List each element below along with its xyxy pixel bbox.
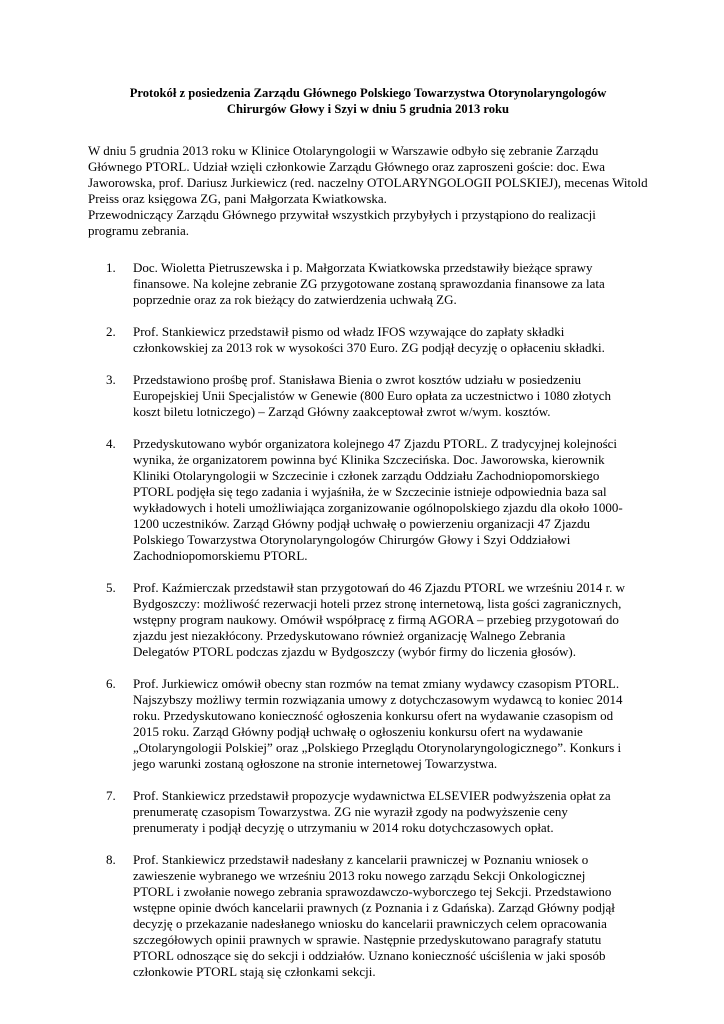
agenda-item-text-line: Prof. Kaźmierczak przedstawił stan przygotowań do 46 Zjazdu PTORL we wrześniu 2014 r. w (133, 580, 626, 595)
agenda-item-text-line: prenumeratę czasopism Towarzystwa. ZG nie wyraził zgody na podwyższenie ceny (133, 804, 568, 819)
agenda-item-text-line: PTORL podjęła się tego zadania i wyjaśniła, że w Szczecinie istnieje odpowiednia baza sal (133, 484, 607, 499)
agenda-item-text-line: wykładowych i hoteli umożliwiająca zorganizowanie ogólnopolskiego zjazdu dla około 1000- (133, 500, 623, 515)
agenda-item-text-line: członkowie PTORL stają się członkami sekcji. (133, 964, 376, 979)
title-line-1: Protokół z posiedzenia Zarządu Głównego Polskiego Towarzystwa Otorynolaryngologów (129, 86, 607, 100)
agenda-item-5 (88, 580, 648, 660)
agenda-item-text-line: Prof. Stankiewicz przedstawił pismo od władz IFOS wzywające do zapłaty składki (133, 324, 565, 339)
document-page (88, 85, 648, 996)
agenda-list (88, 260, 648, 980)
agenda-item-text-line: 1200 uczestników. Zarząd Główny podjął uchwałę o powierzeniu organizacji 47 Zjazdu (133, 516, 591, 531)
agenda-item-text-line: wynika, że organizatorem powinna być Klinika Szczecińska. Doc. Jaworowska, kierownik (133, 452, 605, 467)
agenda-item-text-line: 2015 roku. Zarząd Główny podjął uchwałę o ogłoszeniu konkursu ofert na wydawanie (133, 724, 583, 739)
agenda-item-1 (88, 260, 648, 308)
agenda-item-text-line: Przedstawiono prośbę prof. Stanisława Bienia o zwrot kosztów udziału w posiedzeniu (133, 372, 582, 387)
agenda-item-text-line: wstępne opinie dwóch kancelarii prawnych (z Poznania i z Gdańska). Zarząd Główny podjął (133, 900, 615, 915)
agenda-item-text-line: PTORL i zwołanie nowego zebrania sprawozdawczo-wyborczego tej Sekcji. Przedstawiono (133, 884, 612, 899)
agenda-item-text-line: prenumeraty i podjął decyzję o utrzymaniu w 2014 roku dotychczasowych opłat. (133, 820, 554, 835)
agenda-item-number: 8. (106, 852, 116, 867)
agenda-item-text-line: Zachodniopomorskiemu PTORL. (133, 548, 308, 563)
intro-section (88, 143, 648, 239)
agenda-item-text-line: PTORL odnoszące się do sekcji i oddziałów. Uznano konieczność uściślenia w jaki sposób (133, 948, 606, 963)
agenda-item-6 (88, 676, 648, 772)
agenda-item-4 (88, 436, 648, 564)
agenda-item-8 (88, 852, 648, 980)
agenda-item-text-line: decyzję o przekazanie nadesłanego wniosku do kancelarii prawniczych celem opracowania (133, 916, 607, 931)
agenda-item-text-line: zawieszenie wybranego we wrześniu 2013 roku nowego zarządu Sekcji Onkologicznej (133, 868, 586, 883)
agenda-item-text-line: poprzednie oraz za rok bieżący do zatwierdzenia uchwałą ZG. (133, 292, 457, 307)
agenda-item-number: 2. (106, 324, 116, 339)
agenda-item-text-line: koszt biletu lotniczego) – Zarząd Główny zaakceptował zwrot w/wym. kosztów. (133, 404, 551, 419)
title-line-2: Chirurgów Głowy i Szyi w dniu 5 grudnia 2013 roku (226, 102, 510, 116)
agenda-item-text-line: wstępny program naukowy. Omówił współpracę z firmą AGORA – przebieg przygotowań do (133, 612, 619, 627)
agenda-item-text-line: Najszybszy możliwy termin rozwiązania umowy z dotychczasowym wydawcą to koniec 2014 (133, 692, 623, 707)
agenda-item-2 (88, 324, 648, 356)
agenda-item-number: 3. (106, 372, 116, 387)
agenda-item-text-line: „Otolaryngologii Polskiej” oraz „Polskiego Przeglądu Otorynolaryngologicznego”. Konkurs i (133, 740, 622, 755)
agenda-item-number: 4. (106, 436, 116, 451)
agenda-item-text-line: Polskiego Towarzystwa Otorynolaryngologów Chirurgów Głowy i Szyi Oddziałowi (133, 532, 571, 547)
agenda-item-text-line: zjazdu jest niezakłócony. Przedyskutowano również organizację Walnego Zebrania (133, 628, 566, 643)
agenda-item-text-line: finansowe. Na kolejne zebranie ZG przygotowane zostaną sprawozdania finansowe za lata (133, 276, 605, 291)
agenda-item-text-line: Bydgoszczy: możliwość rezerwacji hoteli przez stronę internetową, lista gości zagranicznych, (133, 596, 622, 611)
intro-paragraph-1: W dniu 5 grudnia 2013 roku w Klinice Otolaryngologii w Warszawie odbyło się zebranie Zarządu Głównego PTORL. Udział wzięli członkowie Zarządu Głównego oraz zaproszeni goście: doc. Ewa Jaworowska, prof. Dariusz Jurkiewicz (red. naczelny OTOLARYNGOLOGII POLSKIEJ), mecenas Witold Preiss oraz księgowa ZG, pani Małgorzata Kwiatkowska. (88, 143, 648, 206)
agenda-item-number: 5. (106, 580, 116, 595)
agenda-item-7 (88, 788, 648, 836)
agenda-item-text-line: Europejskiej Unii Specjalistów w Genewie (800 Euro opłata za uczestnictwo i 1080 złotych (133, 388, 611, 403)
agenda-item-text-line: roku. Przedyskutowano konieczność ogłoszenia konkursu ofert na wydawanie czasopism od (133, 708, 614, 723)
agenda-item-number: 7. (106, 788, 116, 803)
agenda-item-3 (88, 372, 648, 420)
agenda-item-number: 6. (106, 676, 116, 691)
agenda-item-text-line: jego warunki zostaną ogłoszone na stronie internetowej Towarzystwa. (133, 756, 498, 771)
agenda-item-text-line: Prof. Stankiewicz przedstawił propozycje wydawnictwa ELSEVIER podwyższenia opłat za (133, 788, 611, 803)
intro-paragraph-2: Przewodniczący Zarządu Głównego przywitał wszystkich przybyłych i przystąpiono do realizacji programu zebrania. (88, 207, 596, 238)
agenda-item-text-line: członkowskiej za 2013 rok w wysokości 370 Euro. ZG podjął decyzję o opłaceniu składki. (133, 340, 605, 355)
agenda-item-text-line: Prof. Jurkiewicz omówił obecny stan rozmów na temat zmiany wydawcy czasopism PTORL. (133, 676, 620, 691)
document-title (88, 85, 648, 117)
agenda-item-text-line: Doc. Wioletta Pietruszewska i p. Małgorzata Kwiatkowska przedstawiły bieżące sprawy (133, 260, 593, 275)
agenda-item-text-line: Prof. Stankiewicz przedstawił nadesłany z kancelarii prawniczej w Poznaniu wniosek o (133, 852, 589, 867)
agenda-item-text-line: Delegatów PTORL podczas zjazdu w Bydgoszczy (wybór firmy do liczenia głosów). (133, 644, 576, 659)
agenda-item-number: 1. (106, 260, 116, 275)
agenda-item-text-line: szczegółowych opinii prawnych w sprawie. Następnie przedyskutowano paragrafy statutu (133, 932, 602, 947)
agenda-item-text-line: Kliniki Otolaryngologii w Szczecinie i członek zarządu Oddziału Zachodniopomorskiego (133, 468, 600, 483)
agenda-item-text-line: Przedyskutowano wybór organizatora kolejnego 47 Zjazdu PTORL. Z tradycyjnej kolejności (133, 436, 618, 451)
